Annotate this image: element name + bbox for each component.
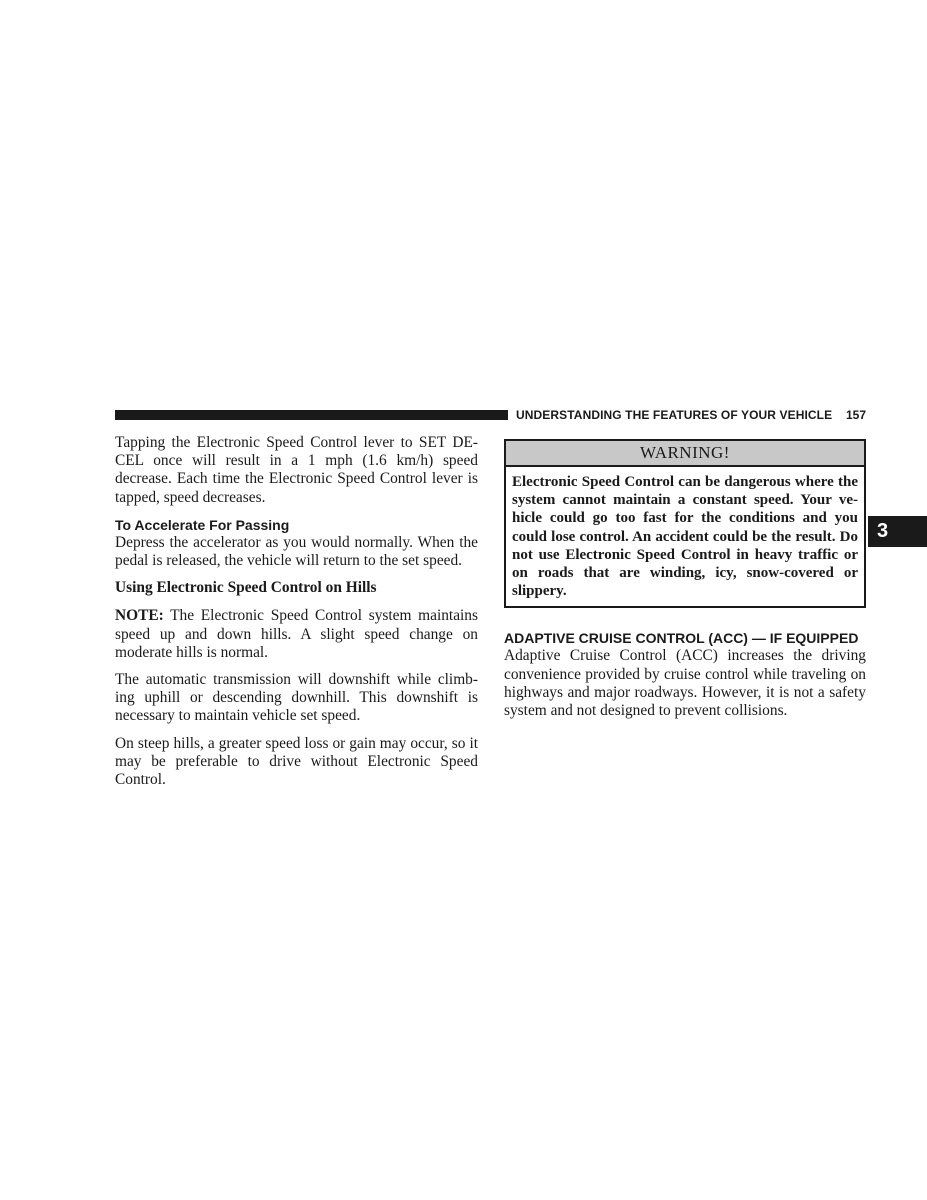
paragraph-passing: Depress the accelerator as you would normally. When the pedal is released, the vehicle will return to the set speed. [115,533,478,570]
paragraph-acc: Adaptive Cruise Control (ACC) increases the driving convenience provided by cruise control while traveling on highways and major roadways. However, it is not a safety system and not designed to prevent collisions. [504,647,866,720]
note-paragraph [115,607,478,662]
paragraph-steep-hills: On steep hills, a greater speed loss or gain may occur, so it may be preferable to drive without Electronic Speed Control. [115,734,478,789]
warning-title: WARNING! [506,441,864,467]
note-text: The Electronic Speed Control system maintains speed up and down hills. A slight speed change on moderate hills is normal. [115,607,478,661]
left-column [115,434,478,789]
heading-hills: Using Electronic Speed Control on Hills [115,579,377,597]
page-number: 157 [846,408,867,422]
paragraph-downshift: The automatic transmission will downshift while climb-ing uphill or descending downhill. This downshift is necessary to maintain vehicle set speed. [115,671,478,725]
chapter-tab [868,516,927,547]
running-header-title: UNDERSTANDING THE FEATURES OF YOUR VEHICLE [516,408,833,422]
heading-adaptive-cruise-control: ADAPTIVE CRUISE CONTROL (ACC) — IF EQUIPPED [504,630,859,647]
header-rule [115,410,508,420]
chapter-number: 3 [877,520,889,542]
heading-accelerate-passing: To Accelerate For Passing [115,516,290,533]
warning-text: Electronic Speed Control can be dangerous where the system cannot maintain a constant speed. Your ve-hicle could go too fast for the conditions and you could lose control. An accident could be the result. Do not use Electronic Speed Control in heavy traffic or on roads that are winding, icy, snow-covered or slippery. [512,474,858,600]
note-label: NOTE: [115,607,164,625]
right-column [504,439,866,720]
paragraph-set-decel: Tapping the Electronic Speed Control lever to SET DE-CEL once will result in a 1 mph (1.6 km/h) speed decrease. Each time the Electronic Speed Control lever is tapped, speed decreases. [115,434,478,506]
warning-box [504,439,866,608]
